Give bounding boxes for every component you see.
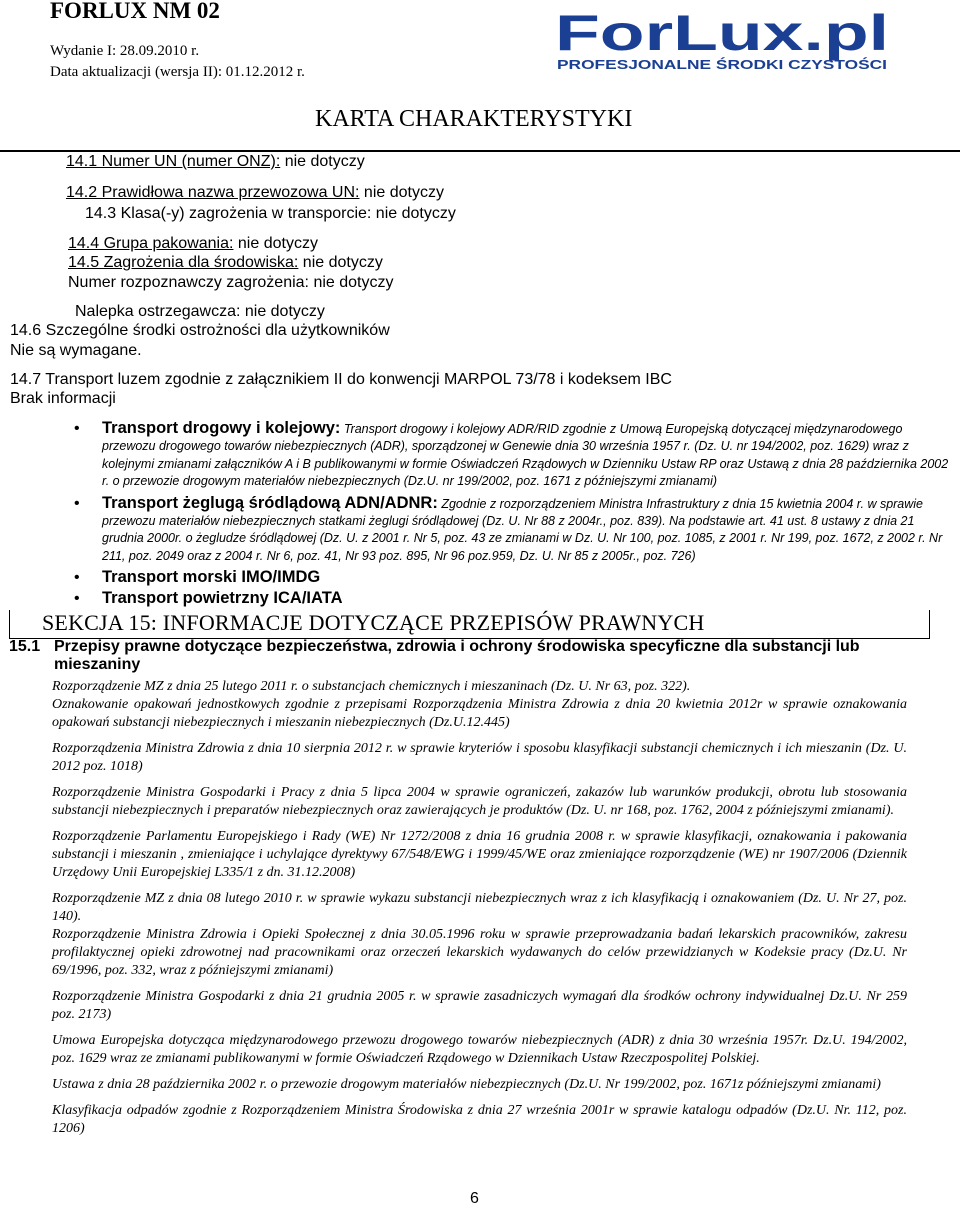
regulation-item: Umowa Europejska dotycząca międzynarodowego przewozu drogowego towarów niebezpiecznych (ADR) z dnia 30 września 1957r. Dz.U. 194/2002, poz. 1629 wraz ze zmianami publikowanymi w formie Oświadczeń Rządowego w Dziennikach Ustaw Rzeczpospolitej Polskiej. <box>52 1033 907 1066</box>
hazard-class-line: 14.3 Klasa(-y) zagrożenia w transporcie: nie dotyczy <box>85 205 456 222</box>
regulation-item: Rozporządzenie Ministra Gospodarki i Pracy z dnia 5 lipca 2004 w sprawie ograniczeń, zakazów lub warunków produkcji, obrotu lub stosowania substancji niebezpiecznych i preparatów niebezpiecznych oraz zawierających je produktów (Dz. U. nr 168, poz. 1762, 2004 z późniejszymi zmianami). <box>52 785 907 818</box>
packing-group-line <box>68 235 318 253</box>
list-item <box>74 569 954 587</box>
env-hazards-value: nie dotyczy <box>298 254 383 271</box>
bulk-transport-line: 14.7 Transport luzem zgodnie z załącznikiem II do konwencji MARPOL 73/78 i kodeksem IBC <box>10 371 672 388</box>
regulation-item: Oznakowanie opakowań jednostkowych zgodnie z przepisami Rozporządzenia Ministra Zdrowia z dnia 20 kwietnia 2012r w sprawie oznakowania opakowań substancji niebezpiecznych i mieszanin niebezpiecznych (Dz.U.12.445) <box>52 697 907 730</box>
regulations-list <box>52 678 907 1146</box>
un-number-line <box>66 153 365 171</box>
packing-group-label: 14.4 Grupa pakowania: <box>68 235 234 252</box>
not-required-line: Nie są wymagane. <box>10 342 142 359</box>
regulation-item: Rozporządzenia Ministra Zdrowia z dnia 10 sierpnia 2012 r. w sprawie kryteriów i sposobu klasyfikacji substancji chemicznych i ich mieszanin (Dz. U. 2012 poz. 1018) <box>52 741 907 774</box>
road-transport-text: Transport drogowy i kolejowy ADR/RID zgodnie z Umową Europejską dotyczącej międzynarodowego przewozu drogowego towarów niebezpiecznych (ADR), sporządzonej w Genewie dnia 30 września 1957 r. (Dz. U. nr 194/2002, poz. 1629) wraz z kolejnymi zmianami załączników A i B publikowanymi w formie Oświadczeń Rządowych w Dzienniku Ustaw RP oraz Ustawą z dnia 28 października 2002 r. o przewozie drogowym materiałów niebezpiecznych (Dz.U. nr 199/2002, poz. 1671 z późniejszymi zmianami) <box>102 422 949 489</box>
subsection-number: 15.1 <box>9 638 41 655</box>
regulation-item: Rozporządzenie Ministra Gospodarki z dnia 21 grudnia 2005 r. w sprawie zasadniczych wymagań dla środków ochrony indywidualnej Dz.U. Nr 259 poz. 2173) <box>52 989 907 1022</box>
shipping-name-value: nie dotyczy <box>359 184 444 201</box>
update-date: Data aktualizacji (wersja II): 01.12.2012 r. <box>50 64 305 80</box>
document-title: FORLUX NM 02 <box>50 0 220 23</box>
road-transport-lead: Transport drogowy i kolejowy: <box>102 419 341 437</box>
header-divider <box>0 150 960 152</box>
no-info-line: Brak informacji <box>10 390 116 407</box>
env-hazards-line <box>68 254 383 272</box>
shipping-name-line <box>66 184 444 202</box>
air-transport: Transport powietrzny ICA/IATA <box>102 588 343 607</box>
list-item <box>74 495 954 566</box>
list-item <box>74 590 954 608</box>
sheet-heading: KARTA CHARAKTERYSTYKI <box>315 106 633 132</box>
inland-transport-text: Zgodnie z rozporządzeniem Ministra Infrastruktury z dnia 15 kwietnia 2004 r. w sprawie przewozu materiałów niebezpiecznych statkami żeglugi śródlądowej (Dz. U. Nr 88 z 2004r., poz. 839). Na podstawie art. 41 ust. 8 ustawy z dnia 21 grudnia 2000r. o żegludze śródlądowej (Dz. U. z 2001 r. Nr 5, poz. 43 ze zmianami w Dz. U. Nr 100, poz. 1085, z 2001 r. Nr 199, poz. 1672, z 2002 r. Nr 211, poz. 2049 oraz z 2004 r. Nr 6, poz. 41, Nr 93 poz. 895, Nr 96 poz.959, Dz. U. Nr 85 z 2005r., poz. 726) <box>102 496 943 563</box>
page-number: 6 <box>470 1190 479 1207</box>
inland-transport-lead: Transport żeglugą śródlądową ADN/ADNR: <box>102 493 438 512</box>
regulation-item: Rozporządzenie MZ z dnia 08 lutego 2010 r. w sprawie wykazu substancji niebezpiecznych wraz z ich klasyfikacją i oznakowaniem (Dz. U. Nr 27, poz. 140). <box>52 891 907 924</box>
regulation-item: Rozporządzenie Ministra Zdrowia i Opieki Społecznej z dnia 30.05.1996 roku w sprawie przeprowadzania badań lekarskich pracowników, zakresu profilaktycznej opieki zdrowotnej nad pracownikami oraz orzeczeń lekarskich wydawanych do celów przewidzianych w Kodeksie pracy (Dz.U. Nr 69/1996, poz. 332, wraz z późniejszymi zmianami) <box>52 927 907 978</box>
un-number-label: 14.1 Numer UN (numer ONZ): <box>66 153 281 170</box>
shipping-name-label: 14.2 Prawidłowa nazwa przewozowa UN: <box>66 184 360 201</box>
un-number-value: nie dotyczy <box>280 153 365 170</box>
list-item <box>74 420 954 491</box>
regulation-item: Rozporządzenie Parlamentu Europejskiego i Rady (WE) Nr 1272/2008 z dnia 16 grudnia 2008 r. w sprawie klasyfikacji, oznakowania i pakowania substancji i mieszanin , zmieniające i uchylające dyrektywy 67/548/EWG i 1999/45/WE oraz zmieniające rozporządzenie (WE) nr 1907/2006 (Dziennik Urzędowy Unii Europejskiej L335/1 z dn. 31.12.2008) <box>52 829 907 880</box>
subsection-title: Przepisy prawne dotyczące bezpieczeństwa, zdrowia i ochrony środowiska specyficzne dla substancji lub mieszaniny <box>54 638 860 673</box>
logo-tagline: PROFESJONALNE ŚRODKI CZYSTOŚCI <box>557 57 887 72</box>
edition-date: Wydanie I: 28.09.2010 r. <box>50 43 200 59</box>
warning-label-line: Nalepka ostrzegawcza: nie dotyczy <box>75 303 325 320</box>
packing-group-value: nie dotyczy <box>233 235 318 252</box>
special-precautions-line: 14.6 Szczególne środki ostrożności dla użytkowników <box>10 322 390 339</box>
env-hazards-label: 14.5 Zagrożenia dla środowiska: <box>68 254 299 271</box>
logo-wordmark: ForLux.pl <box>555 6 889 61</box>
regulation-item: Klasyfikacja odpadów zgodnie z Rozporządzeniem Ministra Środowiska z dnia 27 września 2001r w sprawie katalogu odpadów (Dz.U. Nr. 112, poz. 1206) <box>52 1103 907 1136</box>
transport-list <box>74 420 954 612</box>
forlux-logo <box>553 6 893 76</box>
regulation-item: Rozporządzenie MZ z dnia 25 lutego 2011 r. o substancjach chemicznych i mieszaninach (Dz. U. Nr 63, poz. 322). <box>52 679 691 694</box>
hazard-id-line: Numer rozpoznawczy zagrożenia: nie dotyczy <box>68 274 394 291</box>
sea-transport: Transport morski IMO/IMDG <box>102 568 321 587</box>
forlux-logo-graphic <box>553 6 893 76</box>
regulation-item: Ustawa z dnia 28 października 2002 r. o przewozie drogowym materiałów niebezpiecznych (Dz.U. Nr 199/2002, poz. 1671z późniejszymi zmianami) <box>52 1077 881 1092</box>
section-15-title: SEKCJA 15: INFORMACJE DOTYCZĄCE PRZEPISÓW PRAWNYCH <box>42 610 705 635</box>
subsection-15-1 <box>9 638 909 674</box>
